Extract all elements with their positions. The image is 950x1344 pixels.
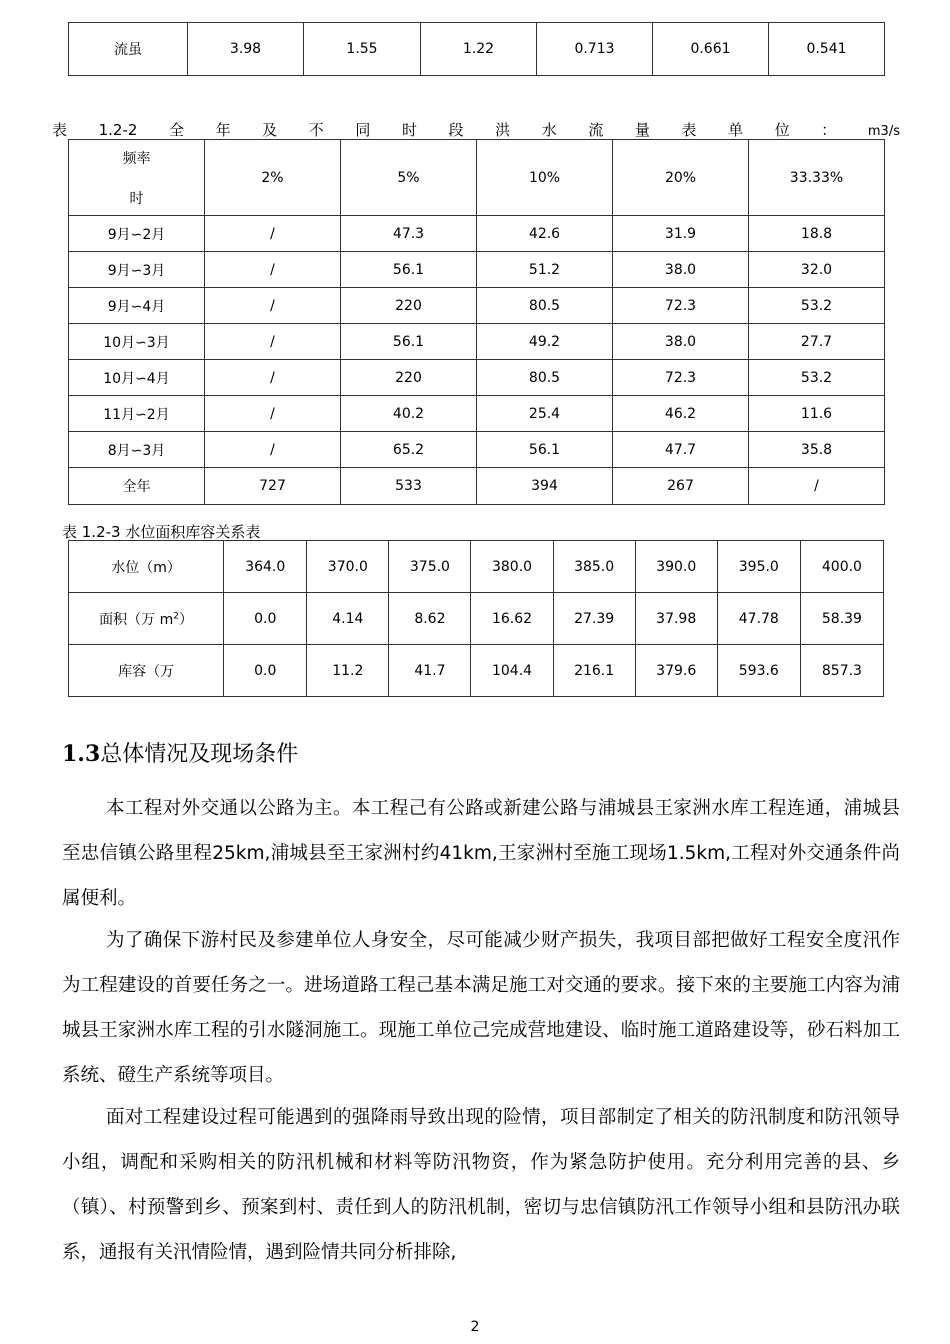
table-cell: 385.0 — [553, 541, 635, 593]
table-cell: 9月∽4月 — [69, 288, 205, 324]
table-cell: 379.6 — [635, 645, 717, 697]
table-cell: 51.2 — [477, 252, 613, 288]
table-row — [69, 468, 885, 505]
section-title: 总体情况及现场条件 — [100, 742, 299, 767]
table-header-cell: 2% — [205, 140, 341, 216]
table-caption-flood-flow: 表 1.2-2 全 年 及 不 同 时 段 洪 水 流 量 表 单 位 ： m3/s — [52, 121, 900, 139]
table-cell: 80.5 — [477, 288, 613, 324]
table-cell: / — [205, 324, 341, 360]
table-row — [69, 216, 885, 252]
table-cell: 56.1 — [341, 324, 477, 360]
table-row — [69, 288, 885, 324]
table-cell: 18.8 — [749, 216, 885, 252]
table-cell: 11月∽2月 — [69, 396, 205, 432]
table-cell: 1.55 — [304, 23, 421, 76]
table-cell: 35.8 — [749, 432, 885, 468]
table-cell: 216.1 — [553, 645, 635, 697]
table-cell: 65.2 — [341, 432, 477, 468]
table-cell: 42.6 — [477, 216, 613, 252]
table-cell: 31.9 — [613, 216, 749, 252]
flow-table-partial — [68, 22, 885, 76]
table-cell: 72.3 — [613, 288, 749, 324]
flood-flow-table — [68, 139, 885, 505]
table-cell: 56.1 — [477, 432, 613, 468]
table-cell: 3.98 — [188, 23, 304, 76]
table-cell: 0.541 — [769, 23, 885, 76]
table-cell: 38.0 — [613, 252, 749, 288]
table-cell: 220 — [341, 360, 477, 396]
table-row — [69, 360, 885, 396]
section-number: 1.3 — [62, 741, 101, 767]
body-paragraph: 本工程对外交通以公路为主。本工程己有公路或新建公路与浦城县王家洲水库工程连通，浦城县至忠信镇公路里程25km,浦城县至王家洲村约41km,王家洲村至施工现场1.5km,工程对外交通条件尚属便利。 — [62, 798, 900, 909]
table-cell: 25.4 — [477, 396, 613, 432]
header-period: 时 — [129, 190, 144, 207]
table-row — [69, 541, 884, 593]
table-cell: / — [205, 216, 341, 252]
table-cell: 47.7 — [613, 432, 749, 468]
page-number: 2 — [470, 1319, 480, 1335]
table-row — [69, 324, 885, 360]
table-cell: 全年 — [69, 468, 205, 505]
table-cell: 727 — [205, 468, 341, 505]
table-cell: / — [205, 396, 341, 432]
table-row — [69, 645, 884, 697]
table-cell: / — [205, 360, 341, 396]
table-cell: 375.0 — [389, 541, 471, 593]
table-cell: 16.62 — [471, 593, 553, 645]
table-cell: 9月∽2月 — [69, 216, 205, 252]
table-cell: 390.0 — [635, 541, 717, 593]
table-cell: 0.661 — [653, 23, 769, 76]
table-header-cell: 10% — [477, 140, 613, 216]
body-paragraph: 面对工程建设过程可能遇到的强降雨导致出现的险情，项目部制定了相关的防汛制度和防汛领导小组，调配和采购相关的防汛机械和材料等防汛物资，作为紧急防护使用。充分利用完善的县、乡（镇）、村预警到乡、预案到村、责任到人的防汛机制，密切与忠信镇防汛工作领导小组和县防汛办联系，通报有关汛情险情，遇到险情共同分析排除, — [62, 1107, 900, 1263]
table-cell: 857.3 — [800, 645, 883, 697]
table-row — [69, 593, 884, 645]
table-cell: 395.0 — [717, 541, 800, 593]
table-cell: 370.0 — [307, 541, 389, 593]
table-cell: 9月∽3月 — [69, 252, 205, 288]
table-cell: 593.6 — [717, 645, 800, 697]
body-paragraph: 为了确保下游村民及参建单位人身安全，尽可能减少财产损失，我项目部把做好工程安全度汛作为工程建设的首要任务之一。进场道路工程己基本满足施工对交通的要求。接下來的主要施工内容为浦城县王家洲水库工程的引水隧洞施工。现施工单位己完成营地建设、临时施工道路建设等，砂石料加工系统、磴生产系统等项目。 — [62, 930, 900, 1086]
table-cell: 40.2 — [341, 396, 477, 432]
table-cell: 267 — [613, 468, 749, 505]
table-cell: 10月∽4月 — [69, 360, 205, 396]
table-cell: 394 — [477, 468, 613, 505]
table-header-cell: 5% — [341, 140, 477, 216]
table-cell: 8月∽3月 — [69, 432, 205, 468]
table-cell: 1.22 — [421, 23, 537, 76]
table-cell: 11.6 — [749, 396, 885, 432]
table-cell: 47.78 — [717, 593, 800, 645]
table-cell: 400.0 — [800, 541, 883, 593]
table-cell: / — [205, 432, 341, 468]
table-header-cell: 33.33% — [749, 140, 885, 216]
table-header-row — [69, 140, 885, 216]
table-cell: 53.2 — [749, 288, 885, 324]
table-row — [69, 396, 885, 432]
table-cell: 8.62 — [389, 593, 471, 645]
table-cell: 364.0 — [224, 541, 307, 593]
table-cell: 533 — [341, 468, 477, 505]
table-cell: 104.4 — [471, 645, 553, 697]
table-cell: 27.7 — [749, 324, 885, 360]
table-cell: 220 — [341, 288, 477, 324]
table-cell: 46.2 — [613, 396, 749, 432]
level-area-storage-table — [68, 540, 884, 697]
table-row — [69, 23, 885, 76]
table-cell: 53.2 — [749, 360, 885, 396]
table-cell: 11.2 — [307, 645, 389, 697]
table-cell: 0.0 — [224, 645, 307, 697]
table-cell: 0.0 — [224, 593, 307, 645]
table-header-cell: 20% — [613, 140, 749, 216]
table-cell: 58.39 — [800, 593, 883, 645]
table-cell: 47.3 — [341, 216, 477, 252]
table-cell: 0.713 — [537, 23, 653, 76]
row-label-area: 面积（万 $m^2$） — [69, 593, 224, 645]
table-cell: 10月∽3月 — [69, 324, 205, 360]
table-cell: 流虽 — [69, 23, 188, 76]
table-row — [69, 432, 885, 468]
table-caption-level-area: 表 1.2-3 水位面积库容关系表 — [62, 523, 261, 541]
row-label-water-level: 水位（m） — [69, 541, 224, 593]
row-label-storage: 库容（万 — [69, 645, 224, 697]
table-cell: 49.2 — [477, 324, 613, 360]
header-frequency: 频率 — [122, 150, 151, 167]
table-cell: 27.39 — [553, 593, 635, 645]
table-cell: 80.5 — [477, 360, 613, 396]
section-heading — [62, 737, 298, 768]
table-cell: 4.14 — [307, 593, 389, 645]
table-row — [69, 252, 885, 288]
table-cell: 41.7 — [389, 645, 471, 697]
table-cell: 56.1 — [341, 252, 477, 288]
table-cell: 37.98 — [635, 593, 717, 645]
table-cell: 72.3 — [613, 360, 749, 396]
table-cell: / — [205, 252, 341, 288]
table-cell: 380.0 — [471, 541, 553, 593]
table-cell: / — [205, 288, 341, 324]
table-cell: 32.0 — [749, 252, 885, 288]
table-cell: 38.0 — [613, 324, 749, 360]
table-cell: / — [749, 468, 885, 505]
diagonal-header-cell — [69, 140, 205, 216]
